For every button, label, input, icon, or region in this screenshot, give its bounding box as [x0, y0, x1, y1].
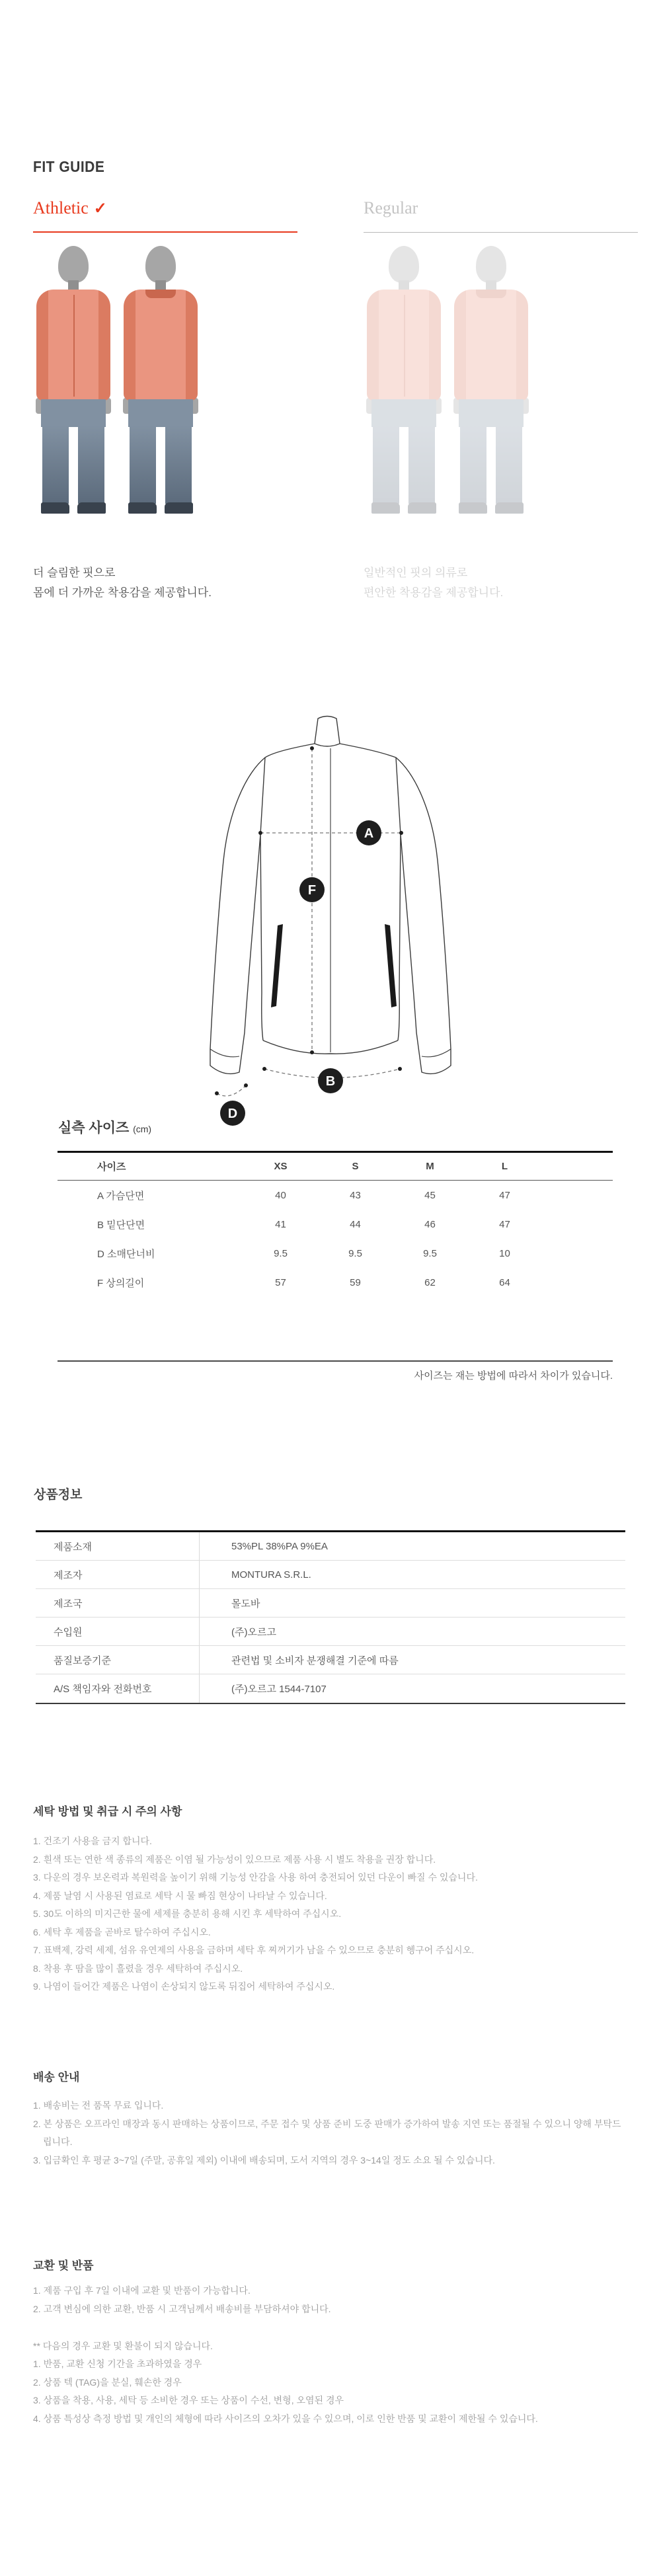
figure-jacket [367, 290, 441, 401]
returns-item: 1. 제품 구입 후 7일 이내에 교환 및 반품이 가능합니다. [33, 2285, 251, 2296]
care-item: 4. 제품 날염 시 사용된 염료로 세탁 시 물 빠짐 현상이 나타날 수 있습니다. [33, 1890, 327, 1901]
care-item: 6. 세탁 후 제품을 곧바로 탈수하여 주십시오. [33, 1926, 211, 1937]
size-table-row: F 상의길이 57 59 62 64 [97, 1276, 510, 1289]
exclusion-item: 4. 상품 특성상 측정 방법 및 개인의 체형에 따라 사이즈의 오차가 있을 수 있으며, 이로 인한 반품 및 교환이 제한될 수 있습니다. [33, 2413, 538, 2424]
returns-exclusions-list [33, 2355, 628, 2428]
col-header-size: 사이즈 [97, 1161, 126, 1173]
athletic-description: 더 슬림한 핏으로 몸에 더 가까운 착용감을 제공합니다. [33, 566, 212, 599]
figure-jacket [124, 290, 198, 401]
returns-list [33, 2282, 628, 2318]
measure-badges [220, 820, 381, 1126]
care-title: 세탁 방법 및 취급 시 주의 사항 [33, 1805, 182, 1818]
jacket-measurement-diagram [198, 715, 469, 1132]
care-item: 1. 건조기 사용을 금지 합니다. [33, 1836, 152, 1846]
shipping-item: 1. 배송비는 전 품목 무료 입니다. [33, 2100, 164, 2111]
size-note: 사이즈는 재는 방법에 따라서 차이가 있습니다. [414, 1370, 613, 1382]
col-header-l: L [501, 1161, 508, 1172]
badge-B-letter: B [325, 1074, 336, 1089]
fit-guide-title: FIT GUIDE [33, 159, 105, 176]
care-list [33, 1832, 628, 1996]
badge-A-letter: A [364, 826, 374, 841]
product-info-title: 상품정보 [34, 1488, 83, 1502]
exclusion-item: 3. 상품을 착용, 사용, 세탁 등 소비한 경우 또는 상품이 수선, 변형, 오염된 경우 [33, 2395, 344, 2405]
care-item: 5. 30도 이하의 미지근한 물에 세제를 충분히 용해 시킨 후 세탁하여 주십시오. [33, 1908, 342, 1919]
product-info-row: 제조자 MONTURA S.R.L. [36, 1561, 625, 1589]
tab-athletic[interactable] [33, 198, 297, 233]
regular-figure-back [452, 246, 530, 530]
product-info-row: 제조국 몰도바 [36, 1589, 625, 1618]
figure-jacket [454, 290, 528, 401]
figure-head [476, 246, 506, 283]
col-header-s: S [352, 1161, 359, 1172]
care-item: 3. 다운의 경우 보온력과 복원력을 높이기 위해 기능성 안감을 사용 하여 충전되어 있던 다운이 빠질 수 있습니다. [33, 1872, 478, 1883]
figure-jacket [36, 290, 110, 401]
tab-regular[interactable] [364, 198, 638, 233]
tab-athletic-label: Athletic [33, 198, 89, 217]
size-table-row: A 가슴단면 40 43 45 47 [97, 1189, 510, 1202]
care-item: 7. 표백제, 강력 세제, 섬유 유연제의 사용을 금하며 세탁 후 찌꺼기가 남을 수 있으므로 충분히 헹구어 주십시오. [33, 1945, 475, 1955]
pocket-left [271, 924, 283, 1007]
athletic-figure-front [34, 246, 112, 530]
check-icon: ✓ [93, 200, 107, 217]
badge-D-letter: D [227, 1107, 238, 1121]
size-table-header [58, 1153, 613, 1181]
product-info-table [36, 1530, 625, 1704]
athletic-figures [34, 246, 200, 530]
product-info-row: 품질보증기준 관련법 및 소비자 분쟁해결 기준에 따름 [36, 1646, 625, 1674]
figure-head [145, 246, 176, 283]
care-item: 2. 흰색 또는 연한 색 종류의 제품은 이염 될 가능성이 있으므로 제품 사용 시 별도 착용을 권장 합니다. [33, 1854, 436, 1865]
col-header-m: M [426, 1161, 434, 1172]
figure-head [58, 246, 89, 283]
care-item: 8. 착용 후 땀을 많이 흘렸을 경우 세탁하여 주십시오. [33, 1963, 243, 1974]
exclusion-item: 1. 반품, 교환 신청 기간을 초과하였을 경우 [33, 2359, 202, 2369]
exclusion-item: 2. 상품 텍 (TAG)을 분실, 훼손한 경우 [33, 2376, 182, 2388]
regular-description: 일반적인 핏의 의류로 편안한 착용감을 제공합니다. [364, 566, 504, 599]
size-table-row: D 소매단너비 9.5 9.5 9.5 10 [97, 1247, 510, 1260]
regular-figure-front [365, 246, 443, 530]
col-header-xs: XS [274, 1161, 288, 1172]
size-table [58, 1151, 613, 1362]
returns-item: 2. 고객 변심에 의한 교환, 반품 시 고객님께서 배송비를 부담하셔야 합니다. [33, 2303, 331, 2314]
care-item: 9. 나염이 들어간 제품은 나염이 손상되지 않도록 뒤집어 세탁하여 주십시오. [33, 1981, 335, 1992]
shipping-item: 2. 본 상품은 오프라인 매장과 동시 판매하는 상품이므로, 주문 접수 및 상품 준비 도중 판매가 증가하여 발송 지연 또는 품절될 수 있으니 양해 부탁드립니다. [33, 2118, 621, 2147]
pocket-right [385, 924, 397, 1007]
shipping-title: 배송 안내 [33, 2071, 80, 2084]
returns-title: 교환 및 반품 [33, 2259, 94, 2272]
regular-figures [365, 246, 530, 530]
size-table-row: B 밑단단면 41 44 46 47 [97, 1218, 510, 1231]
figure-head [389, 246, 419, 283]
product-info-row: 제품소재 53%PL 38%PA 9%EA [36, 1532, 625, 1561]
product-info-row: A/S 책임자와 전화번호 (주)오르고 1544-7107 [36, 1674, 625, 1703]
measure-line-D [217, 1085, 246, 1096]
shipping-item: 3. 입금확인 후 평균 3~7일 (주말, 공휴일 제외) 이내에 배송되며, 도서 지역의 경우 3~14일 정도 소요 될 수 있습니다. [33, 2154, 495, 2166]
badge-F-letter: F [307, 883, 317, 898]
tab-regular-label: Regular [364, 198, 418, 217]
product-info-row: 수입원 (주)오르고 [36, 1618, 625, 1646]
returns-exclusions-title: ** 다음의 경우 교환 및 환불이 되지 않습니다. [33, 2341, 213, 2351]
athletic-figure-back [122, 246, 200, 530]
size-unit: (cm) [133, 1124, 152, 1134]
size-section-title: 실측 사이즈 (cm) [58, 1120, 152, 1136]
shipping-list [33, 2097, 628, 2169]
